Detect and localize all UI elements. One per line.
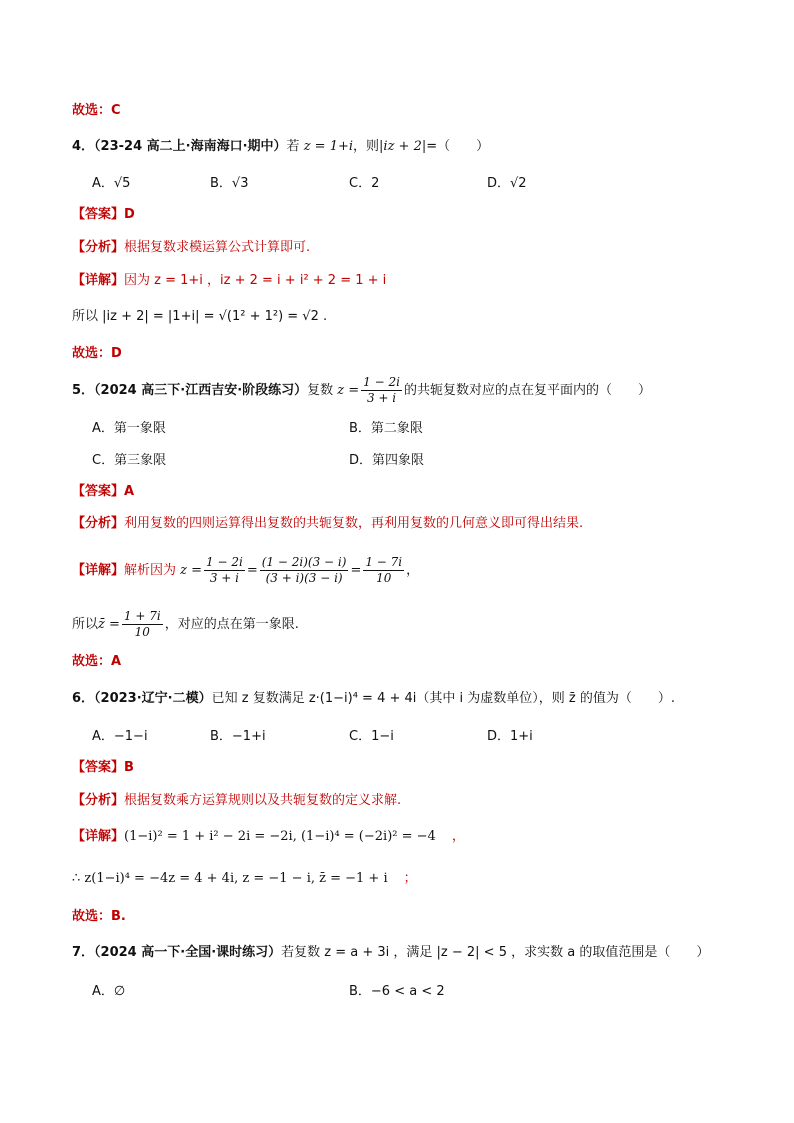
q4-option-d: D．√2: [487, 176, 527, 191]
q5-final-answer: 故选：A: [72, 654, 122, 669]
q4-option-a: A．√5: [92, 176, 131, 191]
q6-final-answer: 故选：B.: [72, 909, 126, 924]
q6-stem: 6．（2023·辽宁·二模）已知 z 复数满足 z·(1−i)⁴ = 4 + 4i（其中 i 为虚数单位），则 z̄ 的值为（ ）.: [72, 691, 675, 706]
q4-option-b: B．√3: [210, 176, 249, 191]
q3-final-answer: 故选：C: [72, 103, 121, 118]
q5-detail: 【详解】解析因为 z = $\frac{1 - 2i}{3 + i}$ = $\frac{(1 - 2i)(3 - i)}{(3 + i)(3 - i)}$ = $\frac{1 - 7i}{10}$ ，: [72, 555, 420, 585]
q5-stem: 5．（2024 高三下·江西吉安·阶段练习）复数 z = $\frac{1 - 2i}{3 + i}$ 的共轭复数对应的点在复平面内的（ ）: [72, 375, 651, 405]
q7-stem: 7．（2024 高一下·全国·课时练习）若复数 z = a + 3i ，满足 |z − 2| < 5 ，求实数 a 的取值范围是（ ）: [72, 945, 710, 960]
q6-option-a: A．−1−i: [92, 729, 148, 744]
q5-answer: 【答案】A: [72, 484, 135, 499]
q5-option-d: D．第四象限: [349, 453, 425, 468]
q5-fraction: $\frac{1 - 2i}{3 + i}$: [363, 375, 400, 405]
q4-answer: 【答案】D: [72, 207, 135, 222]
q5-analysis: 【分析】利用复数的四则运算得出复数的共轭复数，再利用复数的几何意义即可得出结果.: [72, 516, 584, 531]
q4-detail-1: 【详解】因为 z = 1+i ，iz + 2 = i + i² + 2 = 1 + i: [72, 273, 387, 288]
q6-analysis: 【分析】根据复数乘方运算规则以及共轭复数的定义求解.: [72, 793, 402, 808]
q4-analysis: 【分析】根据复数求模运算公式计算即可.: [72, 240, 311, 255]
q5-option-c: C．第三象限: [92, 453, 167, 468]
q6-answer: 【答案】B: [72, 760, 134, 775]
q6-option-d: D．1+i: [487, 729, 533, 744]
q4-final-answer: 故选：D: [72, 346, 122, 361]
q4-stem: 4．（23-24 高二上·海南海口·期中）若 z = 1+i，则|iz + 2|=（ ）: [72, 139, 490, 154]
q6-option-c: C．1−i: [349, 729, 394, 744]
q7-option-a: A．∅: [92, 984, 126, 999]
q5-option-b: B．第二象限: [349, 421, 423, 436]
q4-option-c: C．2: [349, 176, 380, 191]
q4-detail-2: 所以 |iz + 2| = |1+i| = √(1² + 1²) = √2 .: [72, 309, 328, 324]
q5-conjugate: 所以z̄ = $\frac{1 + 7i}{10}$ ，对应的点在第一象限.: [72, 609, 299, 639]
q6-detail-1: 【详解】(1−i)² = 1 + i² − 2i = −2i, (1−i)⁴ = (−2i)² = −4 ，: [72, 829, 465, 844]
q6-option-b: B．−1+i: [210, 729, 266, 744]
q5-option-a: A．第一象限: [92, 421, 166, 436]
q6-detail-2: ∴ z(1−i)⁴ = −4z = 4 + 4i, z = −1 − i, z̄ = −1 + i ；: [72, 871, 417, 886]
q7-option-b: B．−6 < a < 2: [349, 984, 445, 999]
